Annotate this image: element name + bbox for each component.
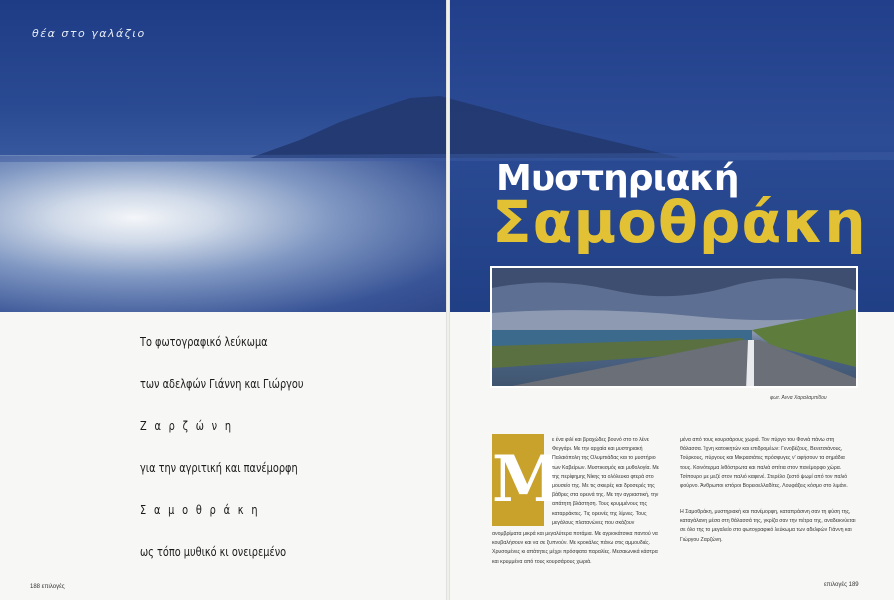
article-column-2-continued: Η Σαμοθράκη, μυστηριακή και πανέμορφη, καταπράσινη σαν τη φύση της, καταγάλανη μέσα στη θάλασσά της, γκρίζα σαν την πέτρα της, αναδεικνύεται σε όλο της το μεγαλείο στο φωτογραφικό λεύκωμα των αδελφών Γιάννη και Γιώργου Ζαρζώνη. bbox=[680, 509, 856, 543]
page-folio-left: 188 επιλογές bbox=[30, 584, 65, 590]
page-folio-right: επιλογές 189 bbox=[824, 582, 859, 588]
poem-line: ως τόπο μυθικό κι ονειρεμένο bbox=[140, 544, 287, 559]
photo-credit: φωτ. Άννα Χαραλαμπίδου bbox=[770, 395, 827, 401]
poem-line: Ζ α ρ ζ ώ ν η bbox=[140, 418, 234, 433]
title-line-2: Σαμοθράκη bbox=[492, 188, 867, 256]
drop-cap-box bbox=[492, 434, 563, 526]
road-photo bbox=[490, 266, 858, 388]
article-column-2: μένα από τους κουρσάρους χωριά. Τον πύργο του Φονιά πάνω στη θάλασσα. Ίχνη κατοικητών και επιδρομέων: Γενοβέζους, Βενετσιάνους, Τούρκους, πύργους και Μικρασιάτες πρόσφυγες ν' αφήσουν τα σημάδια τους. Κοινότερμα λιθόστρωτα και παλιά σπίτια στον πανέμορφο χώρα. Τσίπουρο με μεζέ στον παλιό καφενέ. Στερέλο ζεστό ψωμί από τον παλιό φούρνο. Άνθρωποι ιστόροι Βορειοελλαδίτες. Λουφάξεις κόσμο στο λιμάνι. bbox=[680, 437, 848, 490]
poem-line: για την αγριτική και πανέμορφη bbox=[140, 460, 298, 475]
poem-line: Το φωτογραφικό λεύκωμα bbox=[140, 334, 268, 349]
road-scene-illustration bbox=[492, 268, 858, 388]
title-line-1: Μυστηριακή bbox=[496, 158, 739, 199]
article-column-1: ε ένα φιλί και βραχώδες βουνό στο το λένε Φεγγάρι. Με την αρχαία και μυστηριακή Παλαιόπολη της Ολυμπιάδας και το μυστήριο των Καβείρων. Μυστικισμός και μυθολογία. Με της περίφημης Νίκης τα ολόλευκα φτερά στο μουσείο της. Με τις σκιερές και δροσερές της βάθρες στα ορεινά της. Με την αγριαστική, την απάτητη βλάστηση. Τους κρυμμένους της καταρράκτες. Τις ορεινές της λίμνες. Τους μεγάλους πλατανώνες που σκάζουν bbox=[552, 437, 659, 526]
poem-line: Σ α μ ο θ ρ ά κ η bbox=[140, 502, 260, 517]
page-gutter bbox=[446, 0, 450, 600]
drop-cap-letter: Μ bbox=[492, 442, 563, 517]
section-label: θέα στο γαλάζιο bbox=[32, 27, 146, 40]
poem-line: των αδελφών Γιάννη και Γιώργου bbox=[140, 376, 304, 391]
article-column-1-continued: ανομβρίματα μικρά και μεγαλύτερα ποτάμια. Με αγριοκάτσικα παντού να κουβαλήσουν και να σε ξυπνούν. Με κροκάλες πάνω στις αμμουδιές. Χρυσομένες κι απάτητες μέχρι πρόσφατα παραλίες. Μεσαιωνικά κάστρα και κρυμμένα από τους κουρσάρους χωριά. bbox=[492, 531, 658, 565]
